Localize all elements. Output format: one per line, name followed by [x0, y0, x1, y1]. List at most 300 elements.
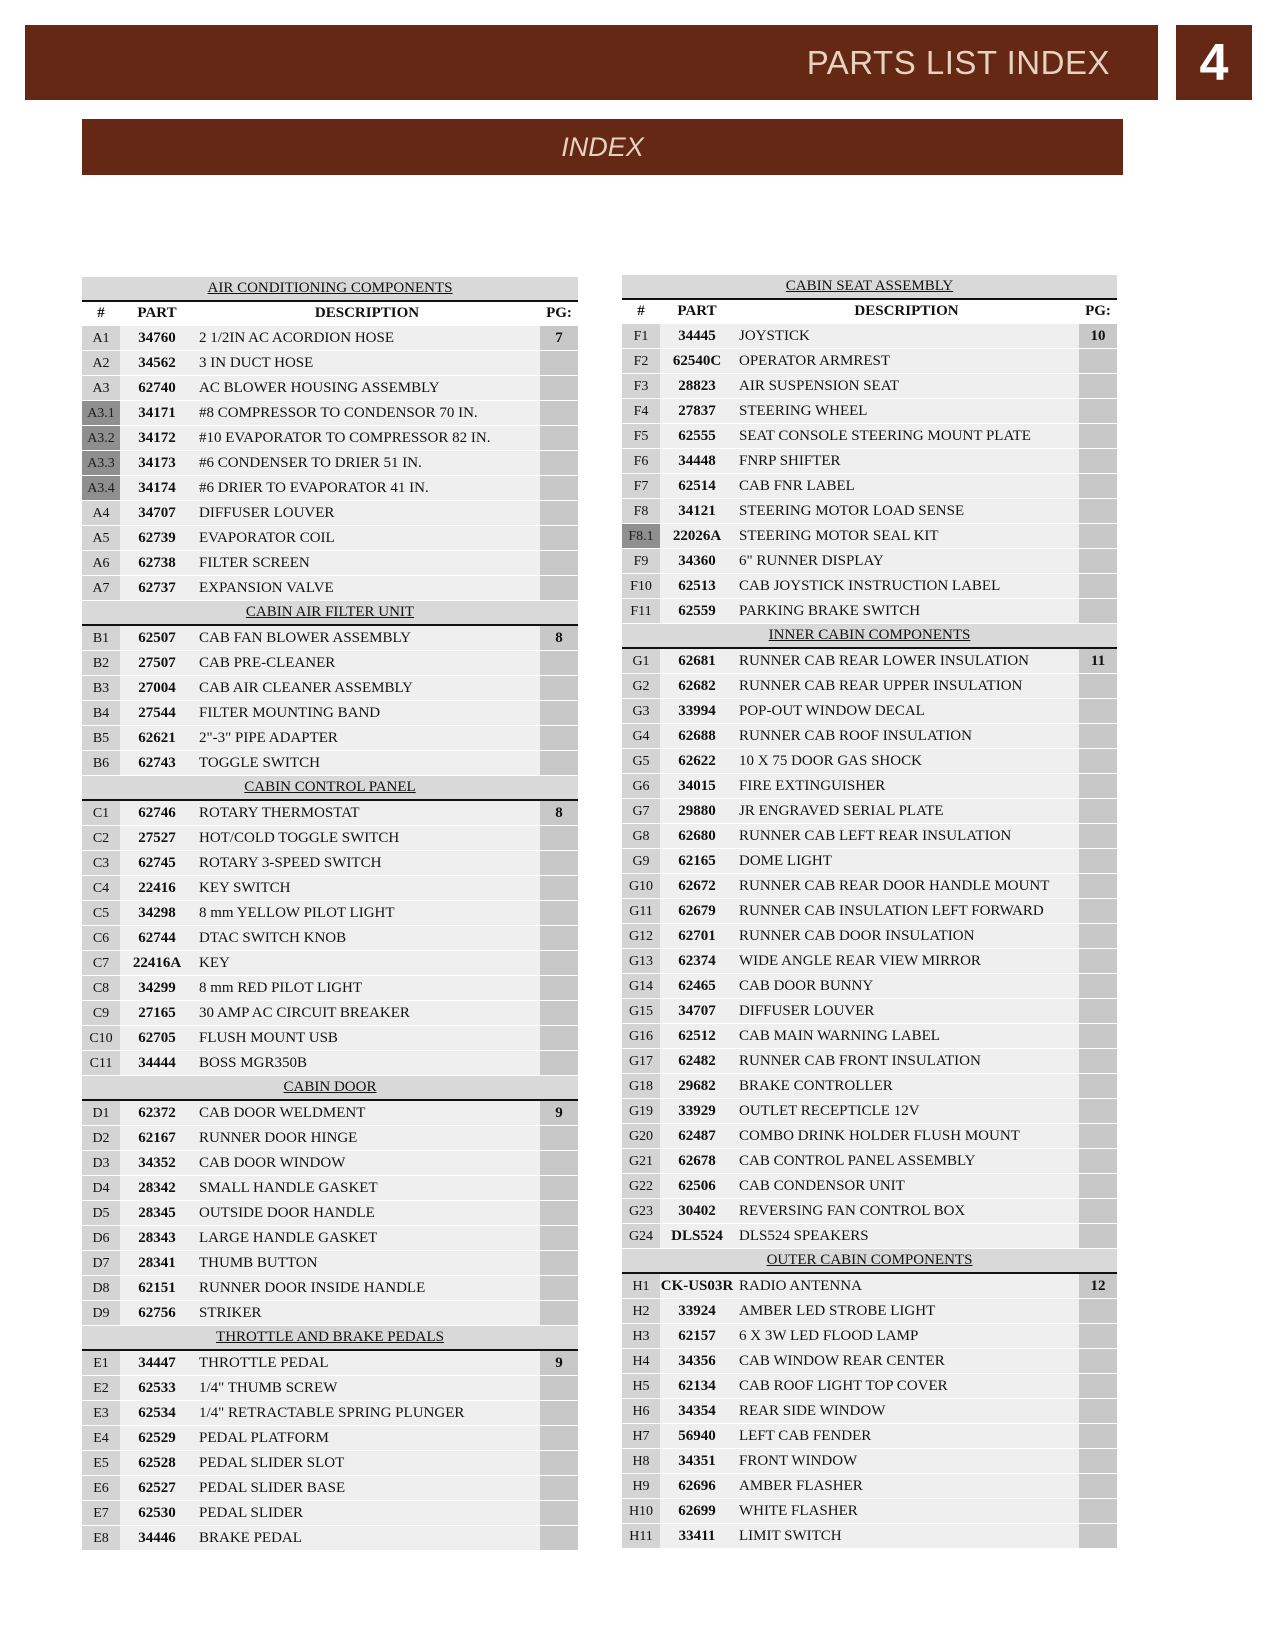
section-title: INNER CABIN COMPONENTS [622, 624, 1117, 649]
part-description: THUMB BUTTON [194, 1251, 540, 1276]
part-description: DLS524 SPEAKERS [734, 1224, 1079, 1249]
item-number: A6 [82, 551, 120, 576]
part-description: BRAKE PEDAL [194, 1526, 540, 1551]
part-number: 62745 [120, 851, 194, 876]
page-cell [1079, 1474, 1117, 1499]
table-row [622, 399, 1117, 424]
item-number: H3 [622, 1324, 660, 1349]
part-description: STEERING WHEEL [734, 399, 1079, 424]
table-row [622, 1273, 1117, 1299]
page-cell [540, 1476, 578, 1501]
part-number: 62530 [120, 1501, 194, 1526]
part-number: 62737 [120, 576, 194, 601]
table-row [82, 851, 578, 876]
part-description: AC BLOWER HOUSING ASSEMBLY [194, 376, 540, 401]
part-number: 34707 [660, 999, 734, 1024]
part-description: STEERING MOTOR LOAD SENSE [734, 499, 1079, 524]
part-description: ROTARY 3-SPEED SWITCH [194, 851, 540, 876]
part-number: 27004 [120, 676, 194, 701]
page-cell [1079, 1099, 1117, 1124]
part-description: #6 DRIER TO EVAPORATOR 41 IN. [194, 476, 540, 501]
page-cell [1079, 999, 1117, 1024]
page-cell [1079, 724, 1117, 749]
part-number: 27165 [120, 1001, 194, 1026]
part-description: RUNNER CAB REAR LOWER INSULATION [734, 648, 1079, 674]
page-cell [540, 751, 578, 776]
page-cell [1079, 399, 1117, 424]
page-cell [1079, 374, 1117, 399]
table-row [82, 1251, 578, 1276]
page-cell [1079, 849, 1117, 874]
item-number: G14 [622, 974, 660, 999]
part-description: PEDAL SLIDER BASE [194, 1476, 540, 1501]
part-number: 27507 [120, 651, 194, 676]
item-number: A3.1 [82, 401, 120, 426]
page-cell [1079, 1299, 1117, 1324]
parts-table-right [622, 275, 1117, 1549]
item-number: G17 [622, 1049, 660, 1074]
page-cell [1079, 1449, 1117, 1474]
item-number: A3.3 [82, 451, 120, 476]
part-number: 28823 [660, 374, 734, 399]
part-number: 62534 [120, 1401, 194, 1426]
section-title: CABIN DOOR [82, 1076, 578, 1101]
item-number: G12 [622, 924, 660, 949]
table-row [82, 951, 578, 976]
item-number: A1 [82, 326, 120, 351]
part-number: DLS524 [660, 1224, 734, 1249]
table-row [82, 426, 578, 451]
part-description: PEDAL PLATFORM [194, 1426, 540, 1451]
table-row [622, 1224, 1117, 1249]
table-row [82, 1301, 578, 1326]
part-description: RADIO ANTENNA [734, 1273, 1079, 1299]
part-number: 62739 [120, 526, 194, 551]
part-description: OUTLET RECEPTICLE 12V [734, 1099, 1079, 1124]
table-row [622, 424, 1117, 449]
item-number: G22 [622, 1174, 660, 1199]
item-number: C5 [82, 901, 120, 926]
part-description: AMBER LED STROBE LIGHT [734, 1299, 1079, 1324]
item-number: F8 [622, 499, 660, 524]
section-header-row [82, 277, 578, 301]
part-number: 33994 [660, 699, 734, 724]
item-number: A2 [82, 351, 120, 376]
page-cell [540, 1426, 578, 1451]
item-number: B3 [82, 676, 120, 701]
item-number: G13 [622, 949, 660, 974]
page-cell [1079, 974, 1117, 999]
page-cell [1079, 599, 1117, 624]
part-description: CAB AIR CLEANER ASSEMBLY [194, 676, 540, 701]
item-number: D4 [82, 1176, 120, 1201]
chapter-number-box [1176, 25, 1252, 100]
page-cell [1079, 749, 1117, 774]
part-number: 34445 [660, 324, 734, 349]
item-number: F7 [622, 474, 660, 499]
part-number: 62740 [120, 376, 194, 401]
page-cell [1079, 1324, 1117, 1349]
part-number: 28341 [120, 1251, 194, 1276]
part-description: 8 mm YELLOW PILOT LIGHT [194, 901, 540, 926]
table-row [622, 1499, 1117, 1524]
table-row [82, 1376, 578, 1401]
page-cell [540, 676, 578, 701]
item-number: H7 [622, 1424, 660, 1449]
part-description: 30 AMP AC CIRCUIT BREAKER [194, 1001, 540, 1026]
table-row [82, 1176, 578, 1201]
table-row [82, 476, 578, 501]
part-description: DIFFUSER LOUVER [194, 501, 540, 526]
table-row [82, 976, 578, 1001]
parts-index-table [622, 275, 1117, 1549]
section-header-row [82, 776, 578, 801]
table-row [622, 1299, 1117, 1324]
item-number: B2 [82, 651, 120, 676]
part-number: CK-US03R [660, 1273, 734, 1299]
table-row [82, 551, 578, 576]
page-cell [540, 976, 578, 1001]
item-number: E4 [82, 1426, 120, 1451]
item-number: G21 [622, 1149, 660, 1174]
page-cell [540, 1401, 578, 1426]
item-number: G11 [622, 899, 660, 924]
item-number: G4 [622, 724, 660, 749]
part-number: 28343 [120, 1226, 194, 1251]
column-header-row [82, 301, 578, 326]
part-number: 62680 [660, 824, 734, 849]
part-description: RUNNER DOOR HINGE [194, 1126, 540, 1151]
part-description: 1/4" RETRACTABLE SPRING PLUNGER [194, 1401, 540, 1426]
part-description: PARKING BRAKE SWITCH [734, 599, 1079, 624]
item-number: D7 [82, 1251, 120, 1276]
table-row [82, 651, 578, 676]
part-description: FRONT WINDOW [734, 1449, 1079, 1474]
table-row [82, 1151, 578, 1176]
part-number: 34354 [660, 1399, 734, 1424]
part-description: BRAKE CONTROLLER [734, 1074, 1079, 1099]
part-description: DTAC SWITCH KNOB [194, 926, 540, 951]
part-description: RUNNER DOOR INSIDE HANDLE [194, 1276, 540, 1301]
part-description: COMBO DRINK HOLDER FLUSH MOUNT [734, 1124, 1079, 1149]
part-number: 28345 [120, 1201, 194, 1226]
part-number: 34446 [120, 1526, 194, 1551]
item-number: G9 [622, 849, 660, 874]
page-cell [540, 376, 578, 401]
part-description: STRIKER [194, 1301, 540, 1326]
part-number: 62167 [120, 1126, 194, 1151]
part-number: 62738 [120, 551, 194, 576]
table-row [82, 1276, 578, 1301]
item-number: H6 [622, 1399, 660, 1424]
part-number: 62151 [120, 1276, 194, 1301]
table-row [82, 1401, 578, 1426]
page-cell [1079, 549, 1117, 574]
item-number: A3.4 [82, 476, 120, 501]
part-description: OPERATOR ARMREST [734, 349, 1079, 374]
part-description: CAB CONTROL PANEL ASSEMBLY [734, 1149, 1079, 1174]
page-number: 7 [540, 326, 578, 351]
table-row [622, 1099, 1117, 1124]
part-number: 62134 [660, 1374, 734, 1399]
part-description: DIFFUSER LOUVER [734, 999, 1079, 1024]
table-row [622, 1524, 1117, 1549]
item-number: A7 [82, 576, 120, 601]
part-description: FNRP SHIFTER [734, 449, 1079, 474]
item-number: C6 [82, 926, 120, 951]
page-cell [540, 1201, 578, 1226]
table-row [622, 374, 1117, 399]
part-number: 62678 [660, 1149, 734, 1174]
page-cell [1079, 924, 1117, 949]
part-description: CAB WINDOW REAR CENTER [734, 1349, 1079, 1374]
part-description: CAB JOYSTICK INSTRUCTION LABEL [734, 574, 1079, 599]
page-cell [1079, 1399, 1117, 1424]
table-row [622, 574, 1117, 599]
table-row [82, 1201, 578, 1226]
part-number: 62528 [120, 1451, 194, 1476]
table-row [622, 974, 1117, 999]
part-number: 34298 [120, 901, 194, 926]
part-number: 29682 [660, 1074, 734, 1099]
part-description: DOME LIGHT [734, 849, 1079, 874]
table-row [622, 899, 1117, 924]
page-cell [540, 901, 578, 926]
table-row [622, 699, 1117, 724]
item-number: G16 [622, 1024, 660, 1049]
table-row [82, 1026, 578, 1051]
item-number: G3 [622, 699, 660, 724]
column-header-page: PG: [1079, 299, 1117, 324]
part-number: 62621 [120, 726, 194, 751]
page-cell [540, 1151, 578, 1176]
section-header-row [622, 624, 1117, 649]
page-cell [540, 526, 578, 551]
part-number: 62622 [660, 749, 734, 774]
part-number: 62701 [660, 924, 734, 949]
page-cell [1079, 474, 1117, 499]
part-description: WHITE FLASHER [734, 1499, 1079, 1524]
part-number: 62529 [120, 1426, 194, 1451]
part-number: 62506 [660, 1174, 734, 1199]
table-row [82, 1501, 578, 1526]
part-number: 33411 [660, 1524, 734, 1549]
item-number: B5 [82, 726, 120, 751]
table-row [82, 526, 578, 551]
page-cell [540, 451, 578, 476]
page-cell [540, 1451, 578, 1476]
table-row [622, 1124, 1117, 1149]
table-row [82, 701, 578, 726]
table-row [622, 1199, 1117, 1224]
item-number: F3 [622, 374, 660, 399]
part-number: 62482 [660, 1049, 734, 1074]
part-number: 33929 [660, 1099, 734, 1124]
column-header-part: PART [660, 299, 734, 324]
section-header-row [622, 275, 1117, 299]
table-row [82, 501, 578, 526]
column-header-description: DESCRIPTION [734, 299, 1079, 324]
item-number: A3.2 [82, 426, 120, 451]
table-row [82, 926, 578, 951]
part-number: 34121 [660, 499, 734, 524]
part-number: 33924 [660, 1299, 734, 1324]
table-row [82, 1426, 578, 1451]
table-row [622, 1324, 1117, 1349]
column-header-num: # [622, 299, 660, 324]
part-number: 62165 [660, 849, 734, 874]
table-row [622, 599, 1117, 624]
item-number: C11 [82, 1051, 120, 1076]
part-description: ROTARY THERMOSTAT [194, 800, 540, 826]
part-number: 62699 [660, 1499, 734, 1524]
item-number: B4 [82, 701, 120, 726]
part-description: 2"-3" PIPE ADAPTER [194, 726, 540, 751]
item-number: D9 [82, 1301, 120, 1326]
table-row [622, 324, 1117, 349]
part-description: 10 X 75 DOOR GAS SHOCK [734, 749, 1079, 774]
item-number: E3 [82, 1401, 120, 1426]
table-row [82, 1226, 578, 1251]
table-row [622, 924, 1117, 949]
item-number: A3 [82, 376, 120, 401]
part-number: 30402 [660, 1199, 734, 1224]
part-number: 62705 [120, 1026, 194, 1051]
page-cell [1079, 1424, 1117, 1449]
table-row [82, 751, 578, 776]
part-number: 62507 [120, 625, 194, 651]
item-number: H1 [622, 1273, 660, 1299]
page-cell [1079, 674, 1117, 699]
item-number: G8 [622, 824, 660, 849]
table-row [82, 1126, 578, 1151]
table-row [622, 799, 1117, 824]
page-number: 11 [1079, 648, 1117, 674]
item-number: F6 [622, 449, 660, 474]
part-number: 62682 [660, 674, 734, 699]
part-description: 6 X 3W LED FLOOD LAMP [734, 1324, 1079, 1349]
table-row [622, 749, 1117, 774]
part-description: EXPANSION VALVE [194, 576, 540, 601]
part-number: 34352 [120, 1151, 194, 1176]
item-number: C9 [82, 1001, 120, 1026]
part-description: #8 COMPRESSOR TO CONDENSOR 70 IN. [194, 401, 540, 426]
page-cell [1079, 499, 1117, 524]
page-cell [1079, 699, 1117, 724]
page-cell [540, 426, 578, 451]
index-heading-bar [82, 119, 1123, 175]
item-number: G15 [622, 999, 660, 1024]
part-number: 62559 [660, 599, 734, 624]
part-number: 62756 [120, 1301, 194, 1326]
item-number: G1 [622, 648, 660, 674]
table-row [622, 724, 1117, 749]
part-number: 34444 [120, 1051, 194, 1076]
item-number: H2 [622, 1299, 660, 1324]
index-heading: INDEX [561, 131, 644, 162]
page-cell [540, 1001, 578, 1026]
part-description: CAB MAIN WARNING LABEL [734, 1024, 1079, 1049]
page-cell [540, 851, 578, 876]
part-number: 34172 [120, 426, 194, 451]
part-description: RUNNER CAB FRONT INSULATION [734, 1049, 1079, 1074]
table-row [622, 999, 1117, 1024]
page-cell [540, 876, 578, 901]
table-row [82, 876, 578, 901]
page-cell [540, 951, 578, 976]
part-number: 62744 [120, 926, 194, 951]
part-number: 22026A [660, 524, 734, 549]
page-cell [540, 826, 578, 851]
part-description: KEY SWITCH [194, 876, 540, 901]
part-number: 62512 [660, 1024, 734, 1049]
item-number: D8 [82, 1276, 120, 1301]
item-number: C8 [82, 976, 120, 1001]
item-number: B6 [82, 751, 120, 776]
table-row [82, 1350, 578, 1376]
part-description: 2 1/2IN AC ACORDION HOSE [194, 326, 540, 351]
column-header-row [622, 299, 1117, 324]
part-number: 34351 [660, 1449, 734, 1474]
page-cell [1079, 1199, 1117, 1224]
part-number: 62513 [660, 574, 734, 599]
item-number: E1 [82, 1350, 120, 1376]
part-description: CAB FNR LABEL [734, 474, 1079, 499]
part-number: 62681 [660, 648, 734, 674]
part-number: 22416A [120, 951, 194, 976]
part-description: CAB CONDENSOR UNIT [734, 1174, 1079, 1199]
item-number: D1 [82, 1100, 120, 1126]
part-number: 27527 [120, 826, 194, 851]
page-cell [540, 701, 578, 726]
part-number: 34015 [660, 774, 734, 799]
item-number: G10 [622, 874, 660, 899]
item-number: E2 [82, 1376, 120, 1401]
part-description: STEERING MOTOR SEAL KIT [734, 524, 1079, 549]
part-description: SEAT CONSOLE STEERING MOUNT PLATE [734, 424, 1079, 449]
table-row [82, 1451, 578, 1476]
part-description: LEFT CAB FENDER [734, 1424, 1079, 1449]
page-cell [1079, 1224, 1117, 1249]
part-description: SMALL HANDLE GASKET [194, 1176, 540, 1201]
item-number: G7 [622, 799, 660, 824]
item-number: A4 [82, 501, 120, 526]
column-header-description: DESCRIPTION [194, 301, 540, 326]
part-number: 27837 [660, 399, 734, 424]
page-cell [540, 651, 578, 676]
page-cell [540, 1226, 578, 1251]
page-cell [540, 351, 578, 376]
item-number: F8.1 [622, 524, 660, 549]
item-number: C1 [82, 800, 120, 826]
item-number: F11 [622, 599, 660, 624]
table-row [622, 1174, 1117, 1199]
table-row [82, 401, 578, 426]
part-description: 1/4" THUMB SCREW [194, 1376, 540, 1401]
part-description: RUNNER CAB ROOF INSULATION [734, 724, 1079, 749]
item-number: G20 [622, 1124, 660, 1149]
part-description: OUTSIDE DOOR HANDLE [194, 1201, 540, 1226]
part-description: LARGE HANDLE GASKET [194, 1226, 540, 1251]
column-header-page: PG: [540, 301, 578, 326]
part-description: RUNNER CAB INSULATION LEFT FORWARD [734, 899, 1079, 924]
table-row [622, 1024, 1117, 1049]
page-cell [540, 1376, 578, 1401]
table-row [82, 901, 578, 926]
section-header-row [82, 601, 578, 626]
table-row [622, 1449, 1117, 1474]
part-description: RUNNER CAB REAR UPPER INSULATION [734, 674, 1079, 699]
